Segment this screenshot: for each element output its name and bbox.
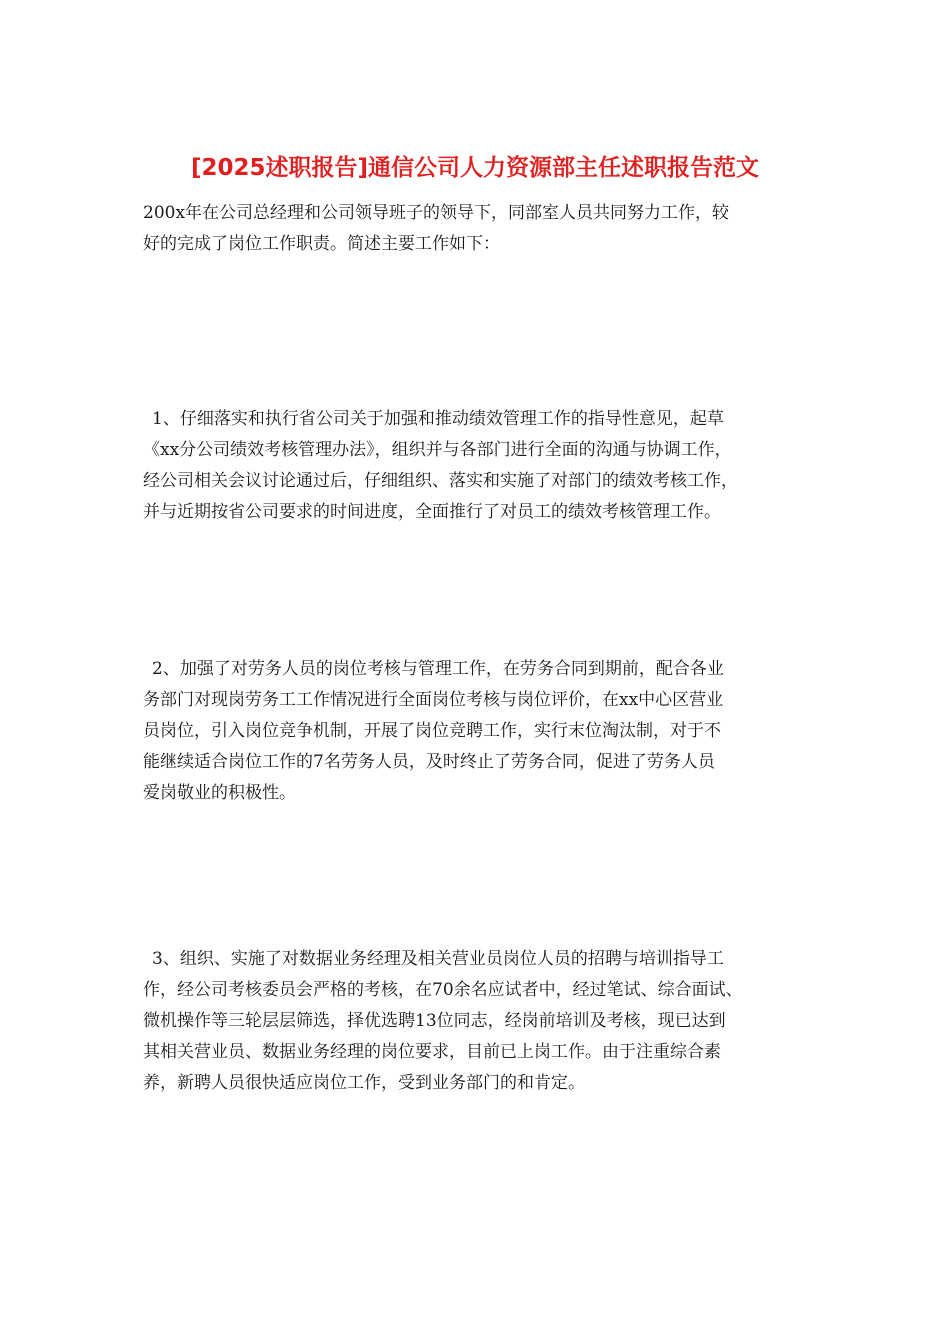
- section-paragraph-3: [143, 944, 807, 1099]
- paragraph-line: 200x年在公司总经理和公司领导班子的领导下，同部室人员共同努力工作，较: [143, 203, 730, 223]
- paragraph-line: 3、组织、实施了对数据业务经理及相关营业员岗位人员的招聘与培训指导工: [152, 949, 724, 969]
- paragraph-line: 经公司相关会议讨论通过后，仔细组织、落实和实施了对部门的绩效考核工作，: [143, 471, 738, 491]
- paragraph-line: 1、仔细落实和执行省公司关于加强和推动绩效管理工作的指导性意见，起草: [152, 409, 724, 429]
- paragraph-line: 能继续适合岗位工作的7名劳务人员，及时终止了劳务合同，促进了劳务人员: [143, 752, 715, 772]
- paragraph-line: 2、加强了对劳务人员的岗位考核与管理工作，在劳务合同到期前，配合各业: [152, 659, 724, 679]
- paragraph-line: 微机操作等三轮层层筛选，择优选聘13位同志，经岗前培训及考核，现已达到: [143, 1011, 726, 1031]
- paragraph-line: 作，经公司考核委员会严格的考核，在70余名应试者中，经过笔试、综合面试、: [143, 980, 743, 1000]
- paragraph-line: 并与近期按省公司要求的时间进度，全面推行了对员工的绩效考核管理工作。: [143, 502, 721, 522]
- section-paragraph-2: [143, 654, 807, 809]
- paragraph-line: 员岗位，引入岗位竞争机制，开展了岗位竞聘工作，实行末位淘汰制，对于不: [143, 721, 721, 741]
- paragraph-line: 《xx分公司绩效考核管理办法》，组织并与各部门进行全面的沟通与协调工作，: [143, 440, 732, 460]
- section-paragraph-1: [143, 404, 807, 528]
- paragraph-line: 好的完成了岗位工作职责。简述主要工作如下：: [143, 234, 500, 254]
- paragraph-line: 其相关营业员、数据业务经理的岗位要求，目前已上岗工作。由于注重综合素: [143, 1042, 721, 1062]
- document-title: [2025述职报告]通信公司人力资源部主任述职报告范文: [190, 155, 760, 181]
- paragraph-line: 养，新聘人员很快适应岗位工作，受到业务部门的和肯定。: [143, 1073, 585, 1093]
- paragraph-line: 务部门对现岗劳务工工作情况进行全面岗位考核与岗位评价，在xx中心区营业: [143, 690, 724, 710]
- intro-paragraph: [143, 198, 807, 260]
- paragraph-line: 爱岗敬业的积极性。: [143, 783, 296, 803]
